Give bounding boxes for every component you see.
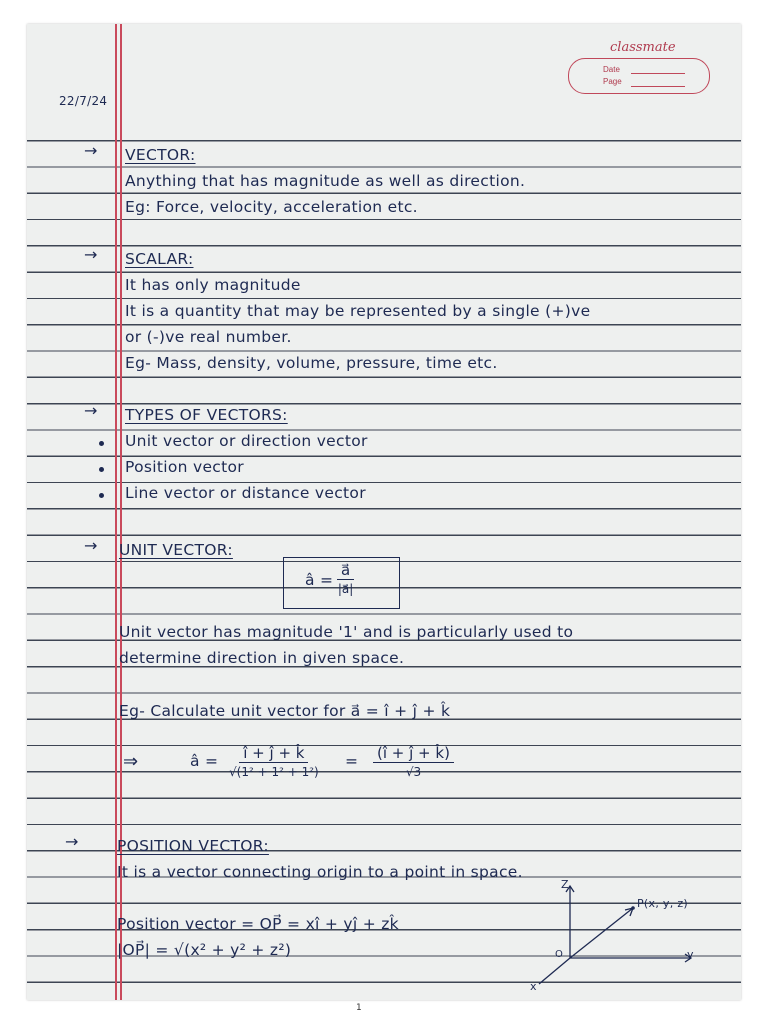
point-p-label: P(x, y, z)	[637, 897, 688, 910]
y-axis-label: y	[687, 948, 694, 961]
arrow-icon: →	[84, 401, 98, 420]
example-lhs: â =	[190, 752, 219, 770]
date-label: Date	[603, 65, 620, 74]
scalar-line-2: It is a quantity that may be represented by a single (+)ve	[125, 302, 591, 320]
arrow-icon: →	[84, 245, 98, 264]
heading-vector: VECTOR:	[125, 146, 196, 164]
unit-vector-desc-1: Unit vector has magnitude '1' and is particularly used to	[119, 623, 574, 641]
position-vector-definition: It is a vector connecting origin to a point in space.	[117, 863, 523, 881]
scalar-line-3: or (-)ve real number.	[125, 328, 292, 346]
example-fraction-2-denominator: √3	[405, 765, 422, 779]
x-axis	[539, 958, 570, 984]
heading-scalar: SCALAR:	[125, 250, 194, 268]
origin-label: O	[555, 949, 564, 960]
arrow-icon: →	[84, 536, 98, 555]
list-item: Line vector or distance vector	[125, 484, 366, 502]
notebook-page	[27, 24, 741, 1000]
position-vector-magnitude: |OP⃗| = √(x² + y² + z²)	[117, 941, 292, 959]
x-axis-label: x	[530, 980, 537, 993]
unit-formula-numerator: a⃗	[337, 562, 354, 580]
list-item: Position vector	[125, 458, 244, 476]
example-fraction-1-denominator: √(1² + 1² + 1²)	[229, 765, 319, 779]
axes-diagram	[27, 24, 741, 1000]
heading-unit-vector: UNIT VECTOR:	[119, 541, 233, 559]
scalar-example: Eg- Mass, density, volume, pressure, time etc.	[125, 354, 498, 372]
unit-formula-denominator: |a⃗|	[337, 582, 354, 596]
written-date: 22/7/24	[59, 94, 108, 108]
example-line: Eg- Calculate unit vector for a⃗ = î + ĵ + k̂	[119, 702, 451, 720]
heading-types: TYPES OF VECTORS:	[125, 406, 288, 424]
arrow-icon: →	[84, 141, 98, 160]
heading-position-vector: POSITION VECTOR:	[117, 837, 269, 855]
unit-formula-lhs: â =	[305, 571, 334, 589]
example-equals: =	[345, 752, 359, 770]
list-item: Unit vector or direction vector	[125, 432, 368, 450]
vector-example: Eg: Force, velocity, acceleration etc.	[125, 198, 418, 216]
page-label: Page	[603, 77, 622, 86]
position-vector-formula: Position vector = OP⃗ = xî + yĵ + zk̂	[117, 915, 399, 933]
scalar-line-1: It has only magnitude	[125, 276, 301, 294]
point-p-dot	[631, 906, 635, 910]
brand-logo: classmate	[610, 40, 676, 55]
page-number: 1	[356, 1003, 362, 1013]
example-fraction-1-numerator: î + ĵ + k̂	[239, 745, 308, 763]
position-vector-line	[570, 908, 633, 958]
arrow-icon: →	[65, 832, 79, 851]
example-fraction-2-numerator: (î + ĵ + k̂)	[373, 745, 454, 763]
unit-vector-desc-2: determine direction in given space.	[119, 649, 405, 667]
implies-icon: ⇒	[123, 751, 139, 772]
vector-definition: Anything that has magnitude as well as direction.	[125, 172, 526, 190]
z-axis-label: Z	[561, 878, 569, 891]
